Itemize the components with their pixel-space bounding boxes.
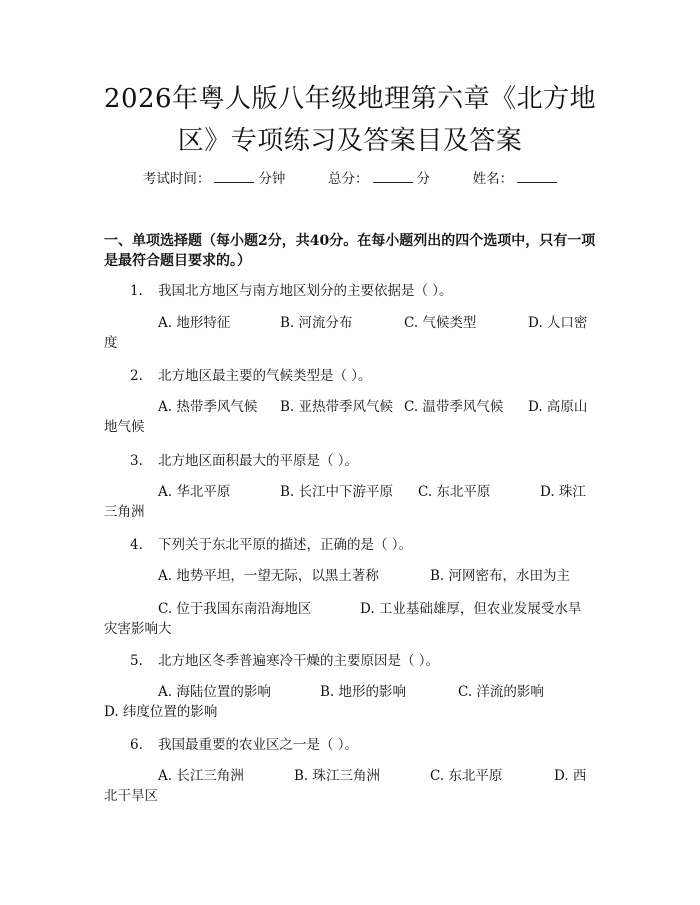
question-stem: 我国北方地区与南方地区划分的主要依据是（ ）。 <box>158 283 453 299</box>
question-number: 3. <box>130 453 143 469</box>
question-number: 5. <box>130 653 143 669</box>
option-d[interactable]: D. 西 <box>554 768 587 784</box>
option-d[interactable]: D. 高原山 <box>528 399 588 415</box>
option-b[interactable]: B. 珠江三角洲 <box>294 768 381 784</box>
option-a[interactable]: A. 地形特征 <box>158 315 231 331</box>
option-c[interactable]: C. 东北平原 <box>430 768 503 784</box>
option-c[interactable]: C. 气候类型 <box>404 315 477 331</box>
option-wrap: 度 <box>104 335 118 351</box>
question-number: 6. <box>130 737 143 753</box>
name-label: 姓名： <box>472 171 514 187</box>
question-number: 2. <box>130 368 143 384</box>
option-b[interactable]: B. 地形的影响 <box>320 684 407 700</box>
option-wrap: 灾害影响大 <box>104 621 172 637</box>
score-unit: 分 <box>416 171 430 187</box>
exam-meta <box>0 168 700 189</box>
option-a[interactable]: A. 海陆位置的影响 <box>158 684 271 700</box>
option-d[interactable]: D. 工业基础雄厚，但农业发展受水旱 <box>360 601 582 617</box>
section-line-2: 是最符合题目要求的。） <box>104 253 251 269</box>
option-c[interactable]: C. 位于我国东南沿海地区 <box>158 601 312 617</box>
time-blank[interactable] <box>214 168 254 183</box>
option-a[interactable]: A. 热带季风气候 <box>158 399 258 415</box>
question-stem: 北方地区面积最大的平原是（ ）。 <box>158 453 359 469</box>
option-c[interactable]: C. 东北平原 <box>418 484 491 500</box>
time-label: 考试时间： <box>142 171 211 187</box>
title-line-2: 区》专项练习及答案目及答案 <box>177 126 523 156</box>
question-stem: 下列关于东北平原的描述，正确的是（ ）。 <box>158 537 413 553</box>
option-d[interactable]: D. 人口密 <box>528 315 588 331</box>
option-wrap: 三角洲 <box>104 504 145 520</box>
title-line-1: 2026年粤人版八年级地理第六章《北方地 <box>103 84 597 114</box>
option-wrap: 北干旱区 <box>104 788 158 804</box>
option-wrap: 地气候 <box>104 419 145 435</box>
option-d[interactable]: D. 珠江 <box>540 484 586 500</box>
section-line-1: 一、单项选择题（每小题2分，共40分。在每小题列出的四个选项中，只有一项 <box>104 233 596 249</box>
option-c[interactable]: C. 洋流的影响 <box>458 684 544 700</box>
option-b[interactable]: B. 河流分布 <box>280 315 353 331</box>
time-unit: 分钟 <box>258 171 286 187</box>
name-blank[interactable] <box>517 168 557 183</box>
option-b[interactable]: B. 亚热带季风气候 <box>280 399 394 415</box>
option-a[interactable]: A. 地势平坦，一望无际，以黑土著称 <box>158 568 379 584</box>
score-label: 总分： <box>328 171 369 187</box>
section-heading <box>104 231 604 271</box>
question-number: 1. <box>130 283 143 299</box>
option-a[interactable]: A. 华北平原 <box>158 484 231 500</box>
question-number: 4. <box>130 537 143 553</box>
question-stem: 北方地区最主要的气候类型是（ ）。 <box>158 368 372 384</box>
option-d[interactable]: D. 纬度位置的影响 <box>104 704 218 720</box>
score-blank[interactable] <box>373 168 413 183</box>
option-b[interactable]: B. 长江中下游平原 <box>280 484 394 500</box>
option-c[interactable]: C. 温带季风气候 <box>404 399 504 415</box>
option-a[interactable]: A. 长江三角洲 <box>158 768 244 784</box>
option-b[interactable]: B. 河网密布，水田为主 <box>430 568 571 584</box>
page-title <box>60 78 640 162</box>
question-stem: 北方地区冬季普遍寒冷干燥的主要原因是（ ）。 <box>158 653 440 669</box>
question-stem: 我国最重要的农业区之一是（ ）。 <box>158 737 359 753</box>
